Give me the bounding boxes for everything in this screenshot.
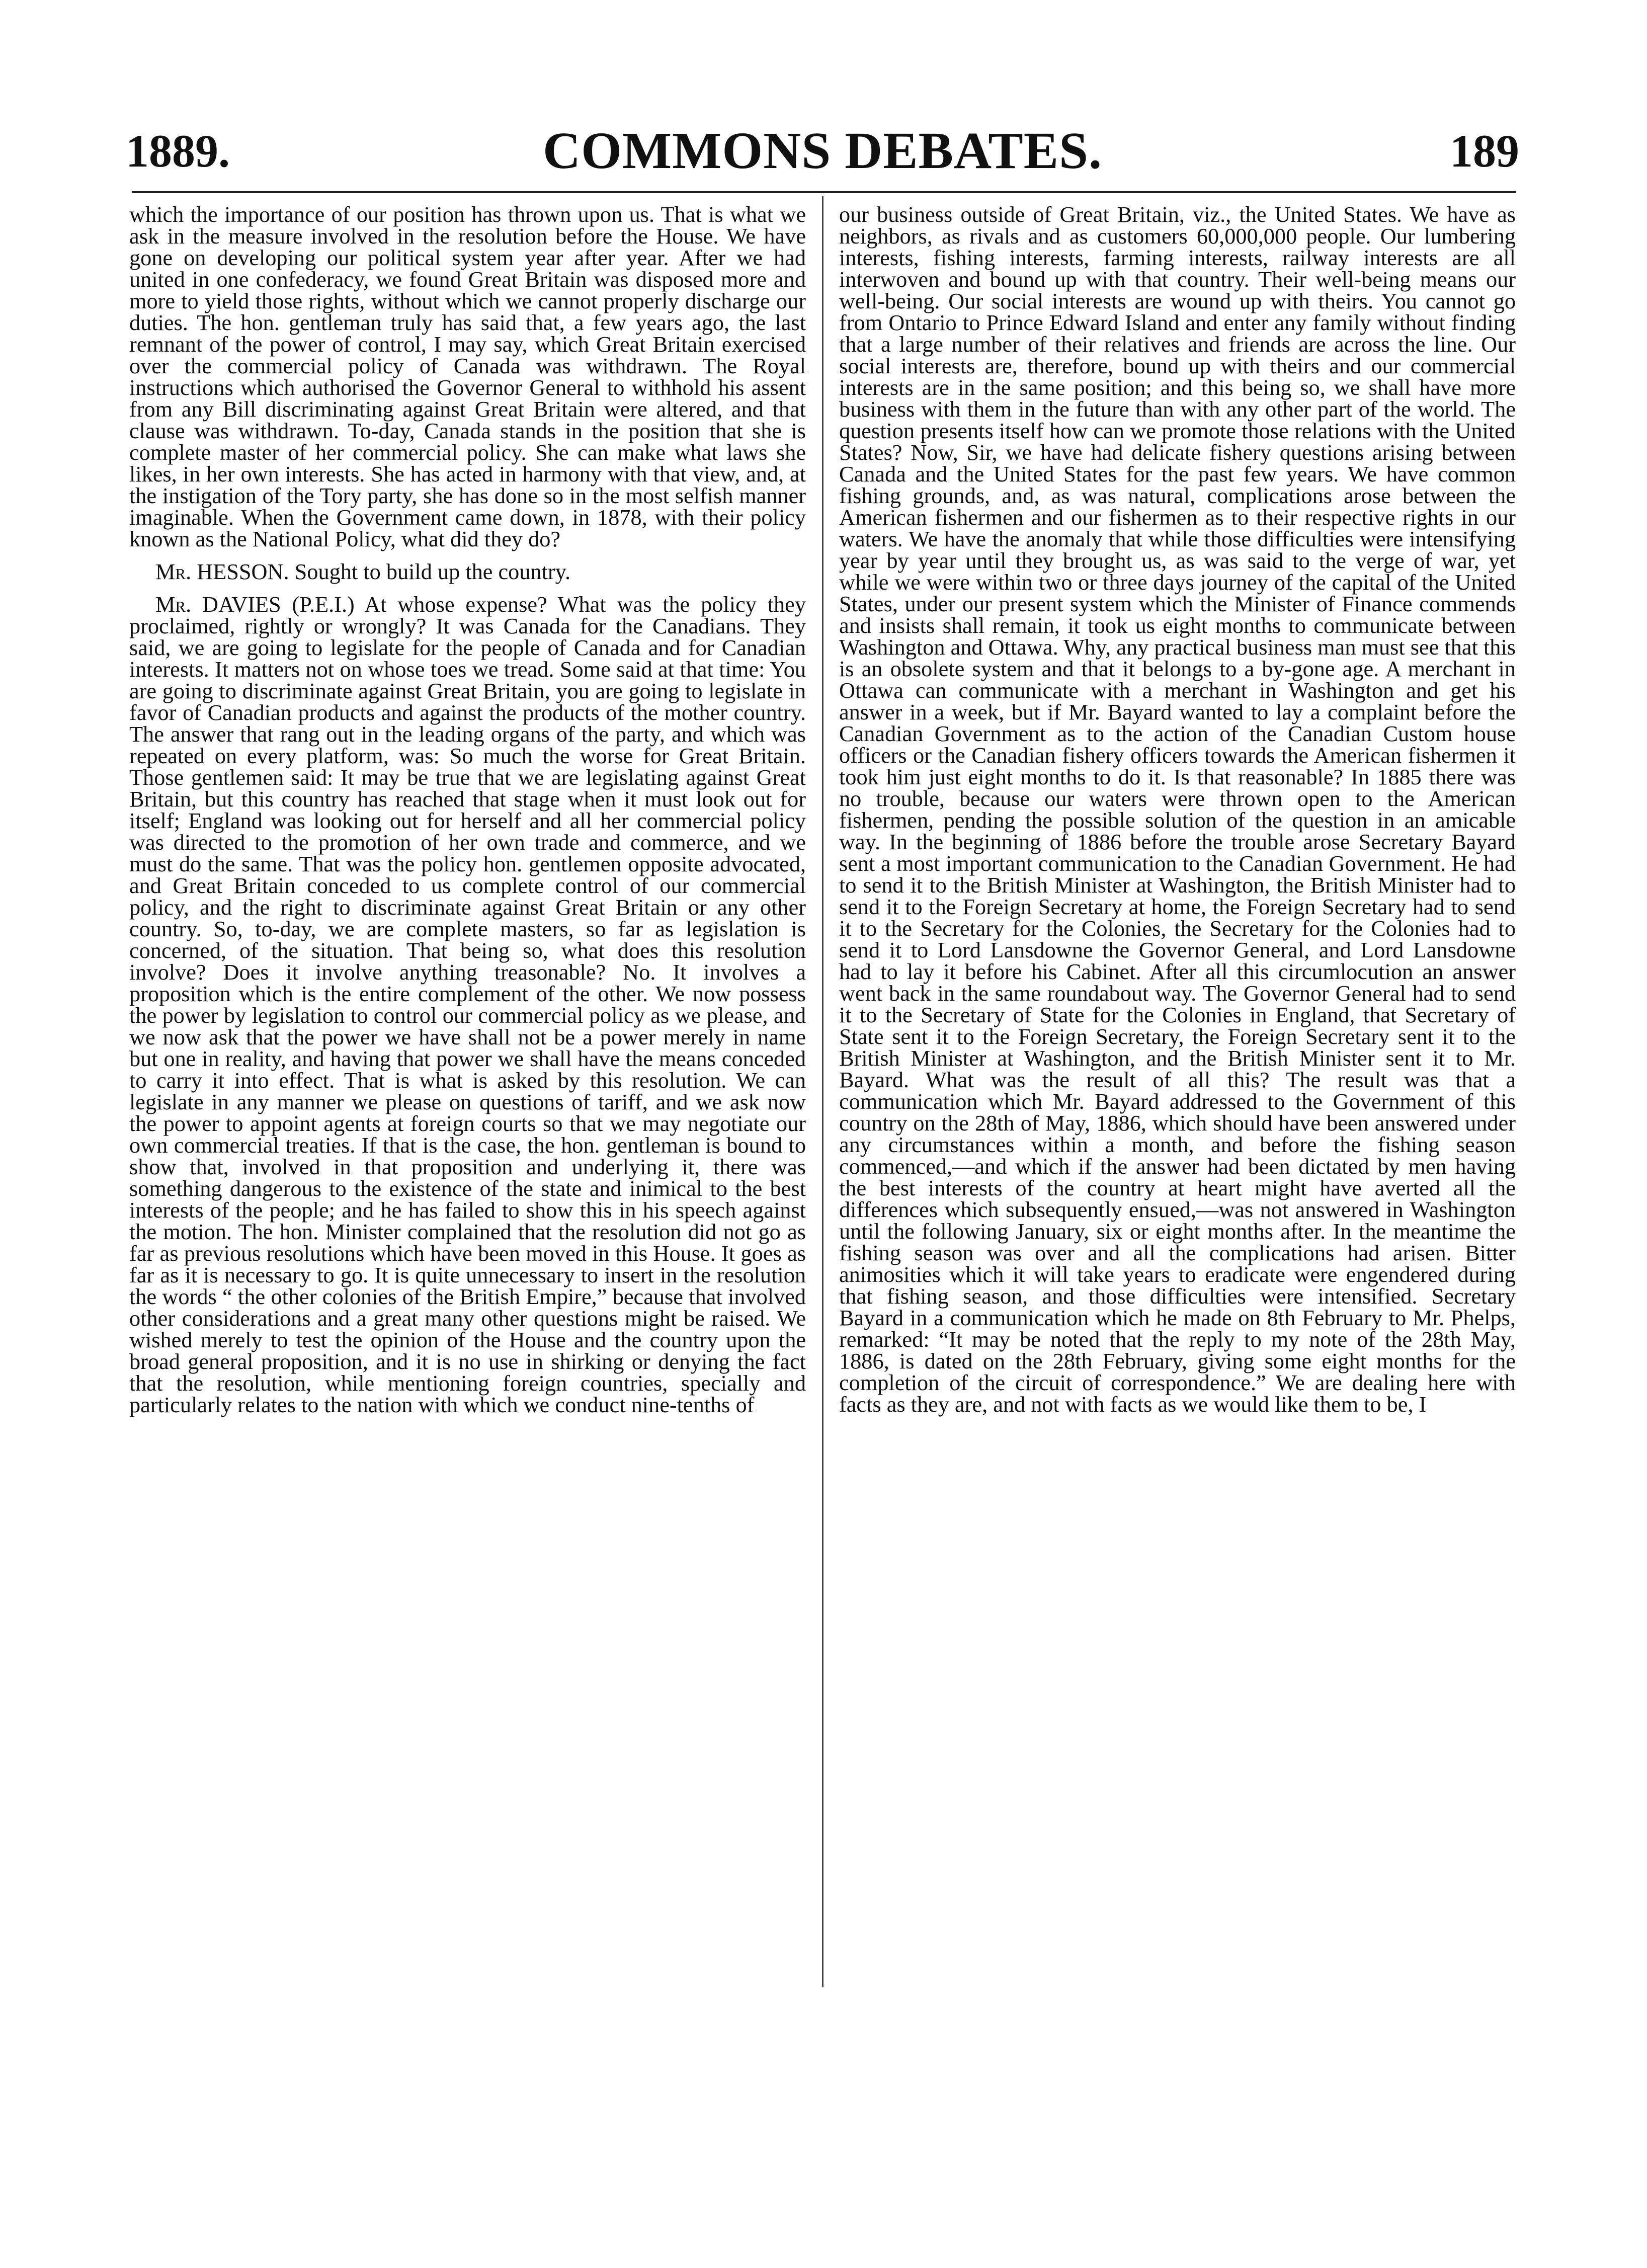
left-column <box>129 204 806 1995</box>
right-paragraph-1: our business outside of Great Britain, viz., the United States. We have as neighbors, as rivals and as customers 60,000,000 people. Our lumbering interests, fishing interests, farming interests, railway interests are all interwoven and bound up with that country. Their well-being means our well-being. Our social interests are wound up with theirs. You cannot go from Ontario to Prince Edward Island and enter any family without finding that a large number of their relatives and friends are across the line. Our social interests are, therefore, bound up with theirs and our commercial interests are in the same position; and this being so, we shall have more business with them in the future than with any other part of the world. The question presents itself how can we promote those relations with the United States? Now, Sir, we have had delicate fishery questions arising between Canada and the United States for the past few years. We have common fishing grounds, and, as was natural, complications arose between the American fishermen and our fishermen as to their respective rights in our waters. We have the anomaly that while those difficulties were intensifying year by year until they brought us, as was said to the verge of war, yet while we were within two or three days journey of the capital of the United States, under our present system which the Minister of Finance commends and insists shall remain, it took us eight months to communicate between Washington and Ottawa. Why, any practical business man must see that this is an obsolete system and that it belongs to a by-gone age. A merchant in Ottawa can communicate with a merchant in Washington and get his answer in a week, but if Mr. Bayard wanted to lay a complaint before the Canadian Government as to the action of the Canadian Custom house officers or the Canadian fishery officers towards the American fishermen it took him just eight months to do it. Is that reasonable? In 1885 there was no trouble, because our waters were thrown open to the American fishermen, pending the possible solution of the question in an amicable way. In the beginning of 1886 before the trouble arose Secretary Bayard sent a most important communication to the Canadian Government. He had to send it to the British Minister at Washington, the British Minister had to send it to the Foreign Secretary at home, the Foreign Secretary had to send it to the Secretary for the Colonies, the Secretary for the Colonies had to send it to Lord Lansdowne the Governor General, and Lord Lansdowne had to lay it before his Cabinet. After all this circumlocution an answer went back in the same roundabout way. The Governor General had to send it to the Secretary of State for the Colonies in England, that Secretary of State sent it to the Foreign Secretary, the Foreign Secretary sent it to the British Minister at Washington, and the British Minister sent it to Mr. Bayard. What was the result of all this? The result was that a communication which Mr. Bayard addressed to the Government of this country on the 28th of May, 1886, which should have been answered under any circumstances within a month, and before the fishing season commenced,—and which if the answer had been dictated by men having the best interests of the country at heart might have averted all the differences which subsequently ensued,—was not answered in Washington until the following January, six or eight months after. In the meantime the fishing season was over and all the complications had arisen. Bitter animosities which it will take years to eradicate were engendered during that fishing season, and those difficulties were intensified. Secretary Bayard in a communication which he made on 8th February to Mr. Phelps, remarked: “It may be noted that the reply to my note of the 28th May, 1886, is dated on the 28th February, giving some eight months for the completion of the circuit of correspondence.” We are dealing here with facts as they are, and not with facts as we would like them to be, I <box>839 204 1516 1417</box>
left-paragraph-3 <box>129 594 806 1416</box>
column-divider <box>822 196 824 1987</box>
speech-text: At whose expense? What was the policy they proclaimed, rightly or wrongly? It was Canada for the Canadians. They said, we are going to legislate for the people of Canada and for Canadian interests. It matters not on whose toes we tread. Some said at that time: You are going to discriminate against Great Britain, you are going to legislate in favor of Canadian products and against the products of the mother country. The answer that rang out in the leading organs of the party, and which was repeated on every platform, was: So much the worse for Great Britain. Those gentlemen said: It may be true that we are legislating against Great Britain, but this country has reached that stage when it must look out for itself; England was looking out for herself and all her commercial policy was directed to the promotion of her own trade and commerce, and we must do the same. That was the policy hon. gentlemen opposite advocated, and Great Britain conceded to us complete control of our commercial policy, and the right to discriminate against Great Britain or any other country. So, to-day, we are complete masters, so far as legislation is concerned, of the situation. That being so, what does this resolution involve? Does it involve anything treasonable? No. It involves a proposition which is the entire complement of the other. We now possess the power by legislation to control our commercial policy as we please, and we now ask that the power we have shall not be a power merely in name but one in reality, and having that power we shall have the means conceded to carry it into effect. That is what is asked by this resolution. We can legislate in any manner we please on questions of tariff, and we ask now the power to appoint agents at foreign courts so that we may negotiate our own commercial treaties. If that is the case, the hon. gentleman is bound to show that, involved in that proposition and underlying it, there was something dangerous to the existence of the state and inimical to the best interests of the people; and he has failed to show this in his speech against the motion. The hon. Minister complained that the resolution did not go as far as previous resolutions which have been moved in this House. It goes as far as it is necessary to go. It is quite unnecessary to insert in the resolution the words “ the other colonies of the British Empire,” because that involved other considerations and a great many other questions might be raised. We wished merely to test the opinion of the House and the country upon the broad general proposition, and it is no use in shirking or denying the fact that the resolution, while mentioning foreign countries, specially and particularly relates to the nation with which we conduct nine-tenths of <box>129 592 806 1417</box>
left-paragraph-1: which the importance of our position has thrown upon us. That is what we ask in the measure involved in the resolution before the House. We have gone on developing our political system year after year. After we had united in one confederacy, we found Great Britain was disposed more and more to yield those rights, without which we cannot properly discharge our duties. The hon. gentleman truly has said that, a few years ago, the last remnant of the power of control, I may say, which Great Britain exercised over the commercial policy of Canada was withdrawn. The Royal instructions which authorised the Governor General to withhold his assent from any Bill discriminating against Great Britain were altered, and that clause was withdrawn. To-day, Canada stands in the position that she is complete master of her commercial policy. She can make what laws she likes, in her own interests. She has acted in harmony with that view, and, at the instigation of the Tory party, she has done so in the most selfish manner imaginable. When the Government came down, in 1878, with their policy known as the National Policy, what did they do? <box>129 204 806 551</box>
header-year: 1889. <box>126 125 230 177</box>
header-page-number: 189 <box>1450 125 1519 177</box>
speaker-name: Mr. DAVIES (P.E.I.) <box>155 592 355 617</box>
header-title: COMMONS DEBATES. <box>543 122 1102 180</box>
right-column <box>839 204 1516 1995</box>
left-paragraph-2 <box>129 561 806 583</box>
header-rule <box>132 191 1516 193</box>
speech-text: Sought to build up the country. <box>294 559 571 584</box>
speaker-name: Mr. HESSON. <box>155 559 289 584</box>
page-header <box>126 121 1519 181</box>
